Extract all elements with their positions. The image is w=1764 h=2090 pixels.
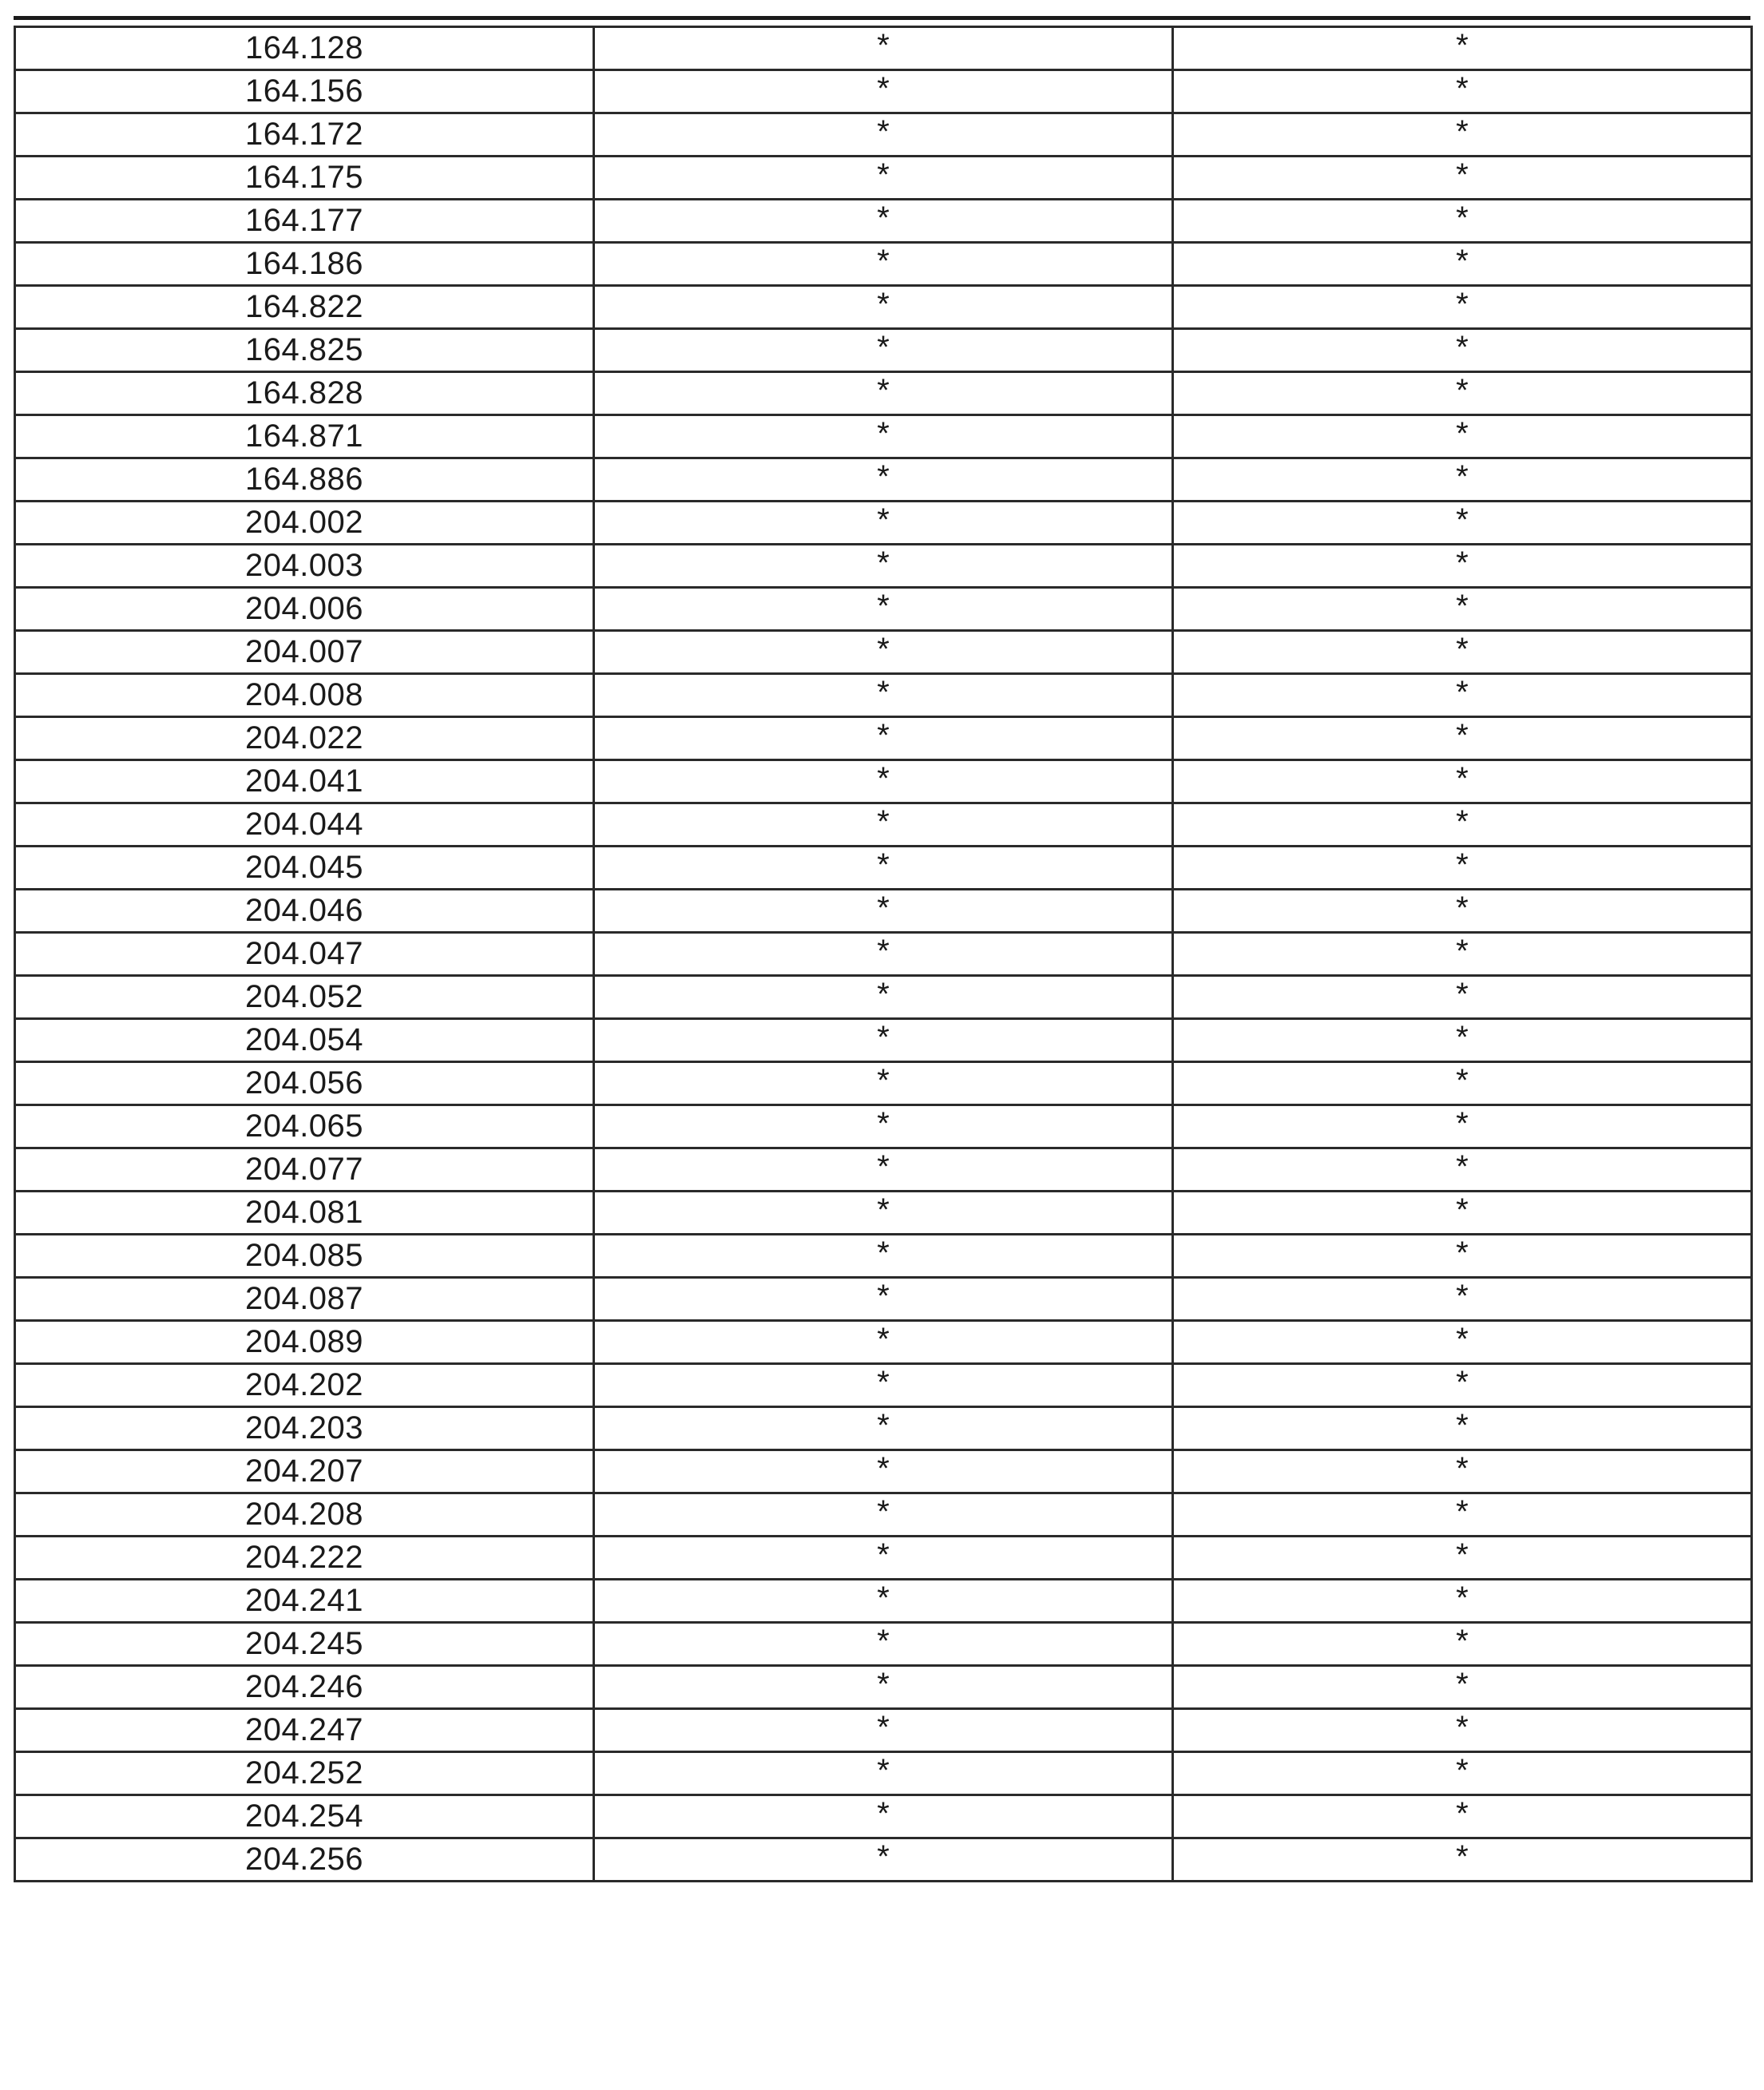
code-cell: 204.247: [15, 1709, 594, 1752]
asterisk-cell: *: [594, 1364, 1173, 1407]
asterisk-cell: *: [1173, 113, 1752, 157]
asterisk-cell: *: [594, 1666, 1173, 1709]
code-cell: 204.045: [15, 847, 594, 890]
table-row: [15, 631, 1752, 674]
asterisk-cell: *: [1173, 1623, 1752, 1666]
code-cell: 164.172: [15, 113, 594, 157]
asterisk-cell: *: [1173, 1493, 1752, 1537]
asterisk-cell: *: [594, 1148, 1173, 1192]
table-row: [15, 286, 1752, 329]
asterisk-cell: *: [594, 1795, 1173, 1838]
asterisk-cell: *: [1173, 1838, 1752, 1882]
asterisk-cell: *: [1173, 631, 1752, 674]
table-row: [15, 1148, 1752, 1192]
asterisk-cell: *: [1173, 1407, 1752, 1450]
asterisk-cell: *: [594, 631, 1173, 674]
asterisk-cell: *: [1173, 674, 1752, 717]
asterisk-cell: *: [1173, 1148, 1752, 1192]
code-cell: 204.077: [15, 1148, 594, 1192]
code-cell: 204.008: [15, 674, 594, 717]
asterisk-cell: *: [594, 1537, 1173, 1580]
asterisk-cell: *: [1173, 1321, 1752, 1364]
asterisk-cell: *: [1173, 200, 1752, 243]
asterisk-cell: *: [1173, 27, 1752, 70]
top-rule: [14, 16, 1750, 20]
table-row: [15, 760, 1752, 803]
asterisk-cell: *: [594, 933, 1173, 976]
asterisk-cell: *: [594, 890, 1173, 933]
code-cell: 204.081: [15, 1192, 594, 1235]
code-cell: 204.046: [15, 890, 594, 933]
asterisk-cell: *: [594, 545, 1173, 588]
code-cell: 204.006: [15, 588, 594, 631]
table-row: [15, 1493, 1752, 1537]
asterisk-cell: *: [1173, 1537, 1752, 1580]
asterisk-cell: *: [1173, 1019, 1752, 1062]
asterisk-cell: *: [1173, 372, 1752, 415]
code-cell: 164.886: [15, 458, 594, 502]
asterisk-cell: *: [594, 502, 1173, 545]
asterisk-cell: *: [1173, 976, 1752, 1019]
asterisk-cell: *: [1173, 1062, 1752, 1105]
asterisk-cell: *: [1173, 502, 1752, 545]
asterisk-cell: *: [1173, 1795, 1752, 1838]
asterisk-cell: *: [1173, 157, 1752, 200]
asterisk-cell: *: [594, 372, 1173, 415]
asterisk-cell: *: [1173, 760, 1752, 803]
asterisk-cell: *: [1173, 1580, 1752, 1623]
asterisk-cell: *: [594, 415, 1173, 458]
asterisk-cell: *: [1173, 890, 1752, 933]
table-row: [15, 847, 1752, 890]
table-row: [15, 1364, 1752, 1407]
asterisk-cell: *: [594, 1062, 1173, 1105]
asterisk-cell: *: [1173, 545, 1752, 588]
asterisk-cell: *: [594, 1450, 1173, 1493]
asterisk-cell: *: [594, 1019, 1173, 1062]
code-cell: 204.222: [15, 1537, 594, 1580]
asterisk-cell: *: [594, 113, 1173, 157]
code-cell: 204.003: [15, 545, 594, 588]
table-row: [15, 890, 1752, 933]
asterisk-cell: *: [594, 1105, 1173, 1148]
asterisk-cell: *: [594, 1407, 1173, 1450]
table-body: [15, 27, 1752, 1882]
code-cell: 204.089: [15, 1321, 594, 1364]
table-row: [15, 1192, 1752, 1235]
asterisk-cell: *: [594, 1192, 1173, 1235]
code-cell: 204.256: [15, 1838, 594, 1882]
code-cell: 204.087: [15, 1278, 594, 1321]
asterisk-cell: *: [1173, 243, 1752, 286]
table-row: [15, 1537, 1752, 1580]
asterisk-cell: *: [1173, 717, 1752, 760]
table-row: [15, 70, 1752, 113]
table-row: [15, 1666, 1752, 1709]
code-cell: 204.252: [15, 1752, 594, 1795]
table-row: [15, 717, 1752, 760]
code-cell: 204.246: [15, 1666, 594, 1709]
asterisk-cell: *: [1173, 847, 1752, 890]
code-cell: 164.128: [15, 27, 594, 70]
table-row: [15, 329, 1752, 372]
asterisk-cell: *: [594, 1623, 1173, 1666]
asterisk-cell: *: [594, 70, 1173, 113]
table-row: [15, 243, 1752, 286]
code-cell: 204.054: [15, 1019, 594, 1062]
code-cell: 204.022: [15, 717, 594, 760]
table-row: [15, 200, 1752, 243]
asterisk-cell: *: [594, 243, 1173, 286]
table-row: [15, 1062, 1752, 1105]
code-cell: 164.156: [15, 70, 594, 113]
table-row: [15, 415, 1752, 458]
asterisk-cell: *: [594, 588, 1173, 631]
code-cell: 164.822: [15, 286, 594, 329]
table-row: [15, 1752, 1752, 1795]
table-row: [15, 113, 1752, 157]
asterisk-cell: *: [594, 27, 1173, 70]
asterisk-cell: *: [1173, 1192, 1752, 1235]
table-row: [15, 502, 1752, 545]
code-cell: 204.041: [15, 760, 594, 803]
asterisk-cell: *: [1173, 1666, 1752, 1709]
asterisk-cell: *: [594, 760, 1173, 803]
table-row: [15, 1278, 1752, 1321]
table-row: [15, 157, 1752, 200]
table-row: [15, 1580, 1752, 1623]
table-row: [15, 674, 1752, 717]
table-row: [15, 1450, 1752, 1493]
asterisk-cell: *: [1173, 70, 1752, 113]
table-row: [15, 933, 1752, 976]
asterisk-cell: *: [1173, 1364, 1752, 1407]
table-row: [15, 588, 1752, 631]
table-row: [15, 372, 1752, 415]
code-cell: 164.871: [15, 415, 594, 458]
table-row: [15, 1407, 1752, 1450]
code-cell: 164.175: [15, 157, 594, 200]
table-row: [15, 545, 1752, 588]
table-row: [15, 27, 1752, 70]
data-table: [14, 26, 1753, 1882]
asterisk-cell: *: [594, 329, 1173, 372]
table-row: [15, 803, 1752, 847]
asterisk-cell: *: [1173, 329, 1752, 372]
code-cell: 204.254: [15, 1795, 594, 1838]
asterisk-cell: *: [594, 1493, 1173, 1537]
code-cell: 204.047: [15, 933, 594, 976]
table-row: [15, 1623, 1752, 1666]
code-cell: 204.052: [15, 976, 594, 1019]
table-row: [15, 1105, 1752, 1148]
table-row: [15, 1709, 1752, 1752]
table-row: [15, 1838, 1752, 1882]
code-cell: 204.065: [15, 1105, 594, 1148]
code-cell: 204.044: [15, 803, 594, 847]
asterisk-cell: *: [594, 1752, 1173, 1795]
asterisk-cell: *: [594, 458, 1173, 502]
asterisk-cell: *: [594, 157, 1173, 200]
code-cell: 204.085: [15, 1235, 594, 1278]
code-cell: 204.208: [15, 1493, 594, 1537]
asterisk-cell: *: [594, 1321, 1173, 1364]
code-cell: 204.245: [15, 1623, 594, 1666]
code-cell: 204.002: [15, 502, 594, 545]
code-cell: 204.207: [15, 1450, 594, 1493]
table-row: [15, 458, 1752, 502]
asterisk-cell: *: [1173, 933, 1752, 976]
asterisk-cell: *: [594, 1278, 1173, 1321]
asterisk-cell: *: [1173, 1450, 1752, 1493]
asterisk-cell: *: [1173, 588, 1752, 631]
table-row: [15, 976, 1752, 1019]
code-cell: 204.203: [15, 1407, 594, 1450]
asterisk-cell: *: [594, 847, 1173, 890]
asterisk-cell: *: [1173, 1235, 1752, 1278]
code-cell: 204.007: [15, 631, 594, 674]
code-cell: 164.186: [15, 243, 594, 286]
code-cell: 164.825: [15, 329, 594, 372]
asterisk-cell: *: [594, 976, 1173, 1019]
table-row: [15, 1019, 1752, 1062]
table-row: [15, 1795, 1752, 1838]
asterisk-cell: *: [594, 1709, 1173, 1752]
asterisk-cell: *: [1173, 458, 1752, 502]
code-cell: 204.202: [15, 1364, 594, 1407]
asterisk-cell: *: [1173, 415, 1752, 458]
asterisk-cell: *: [594, 717, 1173, 760]
asterisk-cell: *: [1173, 803, 1752, 847]
table-row: [15, 1235, 1752, 1278]
code-cell: 164.177: [15, 200, 594, 243]
asterisk-cell: *: [1173, 286, 1752, 329]
asterisk-cell: *: [594, 286, 1173, 329]
code-cell: 204.056: [15, 1062, 594, 1105]
asterisk-cell: *: [594, 200, 1173, 243]
code-cell: 164.828: [15, 372, 594, 415]
asterisk-cell: *: [1173, 1278, 1752, 1321]
table-row: [15, 1321, 1752, 1364]
asterisk-cell: *: [594, 1235, 1173, 1278]
asterisk-cell: *: [594, 674, 1173, 717]
asterisk-cell: *: [594, 1838, 1173, 1882]
asterisk-cell: *: [594, 803, 1173, 847]
asterisk-cell: *: [1173, 1105, 1752, 1148]
asterisk-cell: *: [594, 1580, 1173, 1623]
code-cell: 204.241: [15, 1580, 594, 1623]
asterisk-cell: *: [1173, 1752, 1752, 1795]
asterisk-cell: *: [1173, 1709, 1752, 1752]
